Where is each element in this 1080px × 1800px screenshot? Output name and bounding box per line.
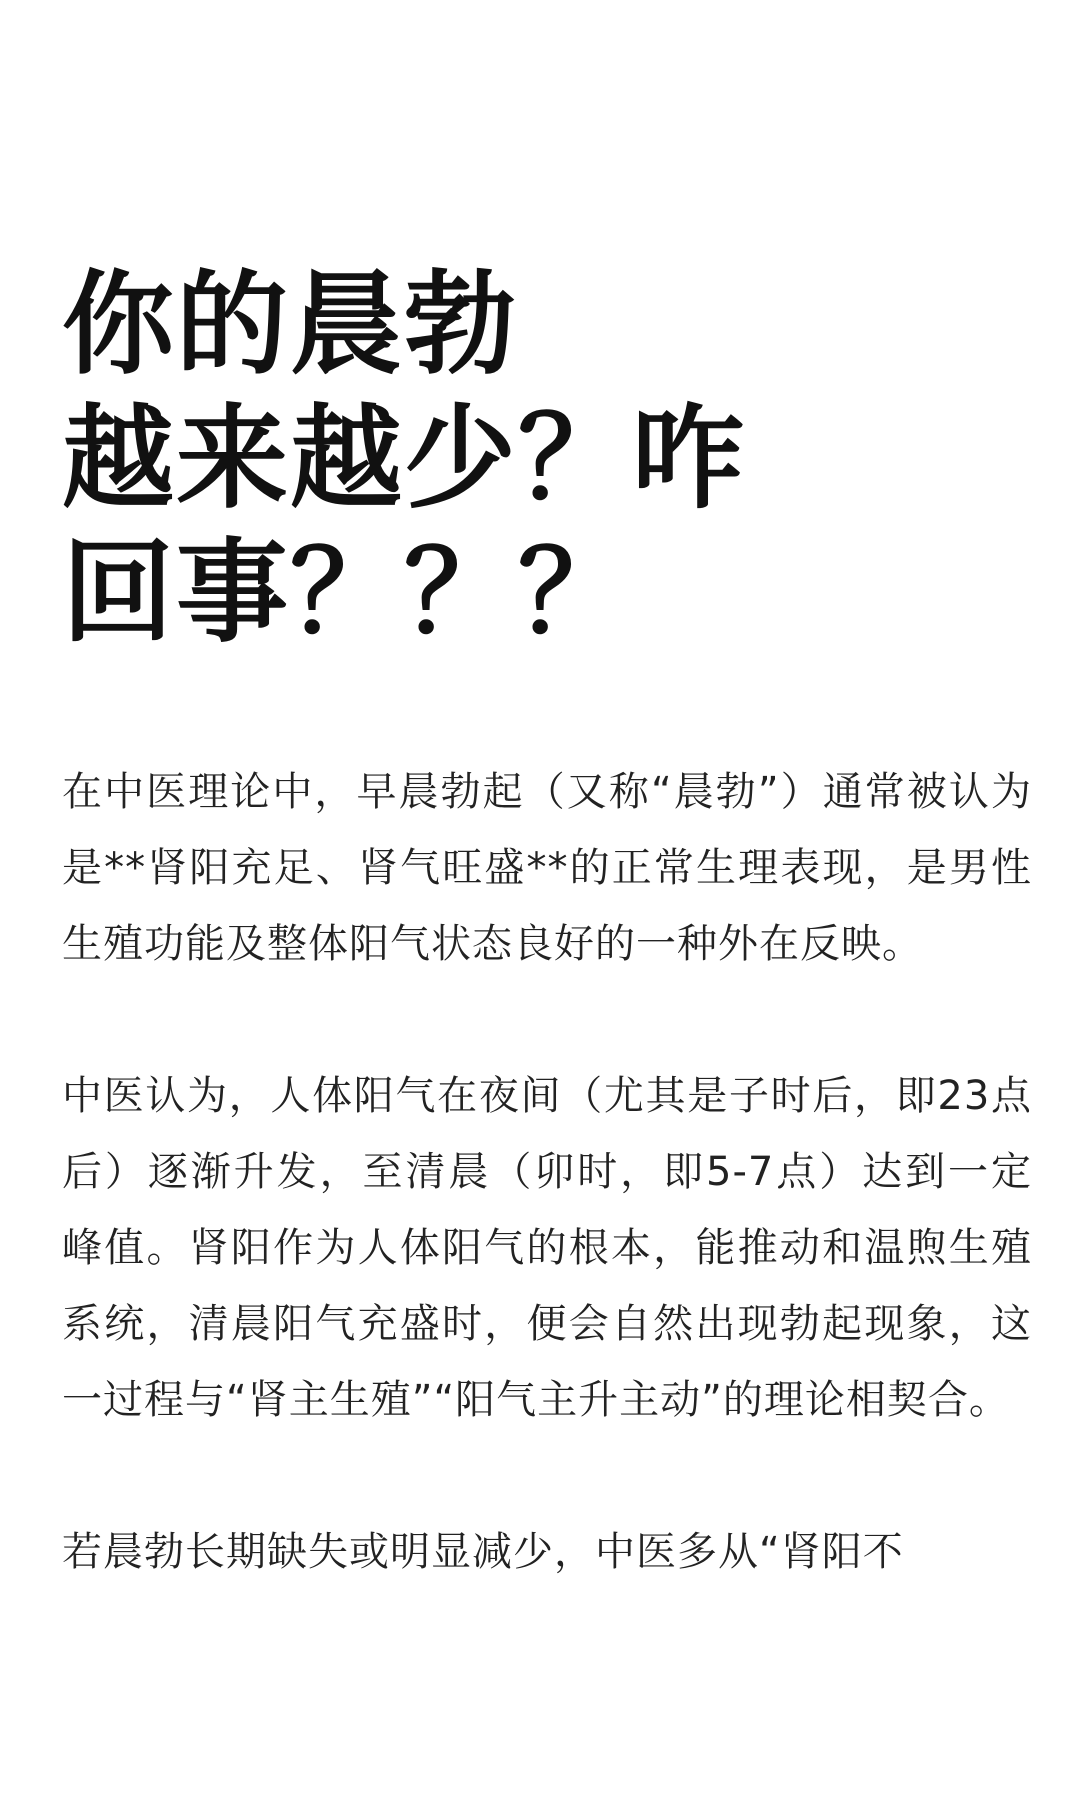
article-body <box>62 754 1032 1590</box>
title-line-2: 越来越少？咋 <box>62 394 746 524</box>
paragraph-2: 中医认为，人体阳气在夜间（尤其是子时后，即23点后）逐渐升发，至清晨（卯时，即5-7点）达到一定峰值。肾阳作为人体阳气的根本，能推动和温煦生殖系统，清晨阳气充盛时，便会自然出现勃起现象，这一过程与“肾主生殖”“阳气主升主动”的理论相契合。 <box>62 1073 1032 1423</box>
article-title <box>62 258 1032 660</box>
title-line-1: 你的晨勃 <box>62 260 518 390</box>
article <box>62 258 1032 1666</box>
paragraph-3: 若晨勃长期缺失或明显减少，中医多从“肾阳不 <box>62 1529 904 1575</box>
title-line-3: 回事？？？ <box>62 528 632 658</box>
paragraph-1: 在中医理论中，早晨勃起（又称“晨勃”）通常被认为是**肾阳充足、肾气旺盛**的正常生理表现，是男性生殖功能及整体阳气状态良好的一种外在反映。 <box>62 769 1032 967</box>
